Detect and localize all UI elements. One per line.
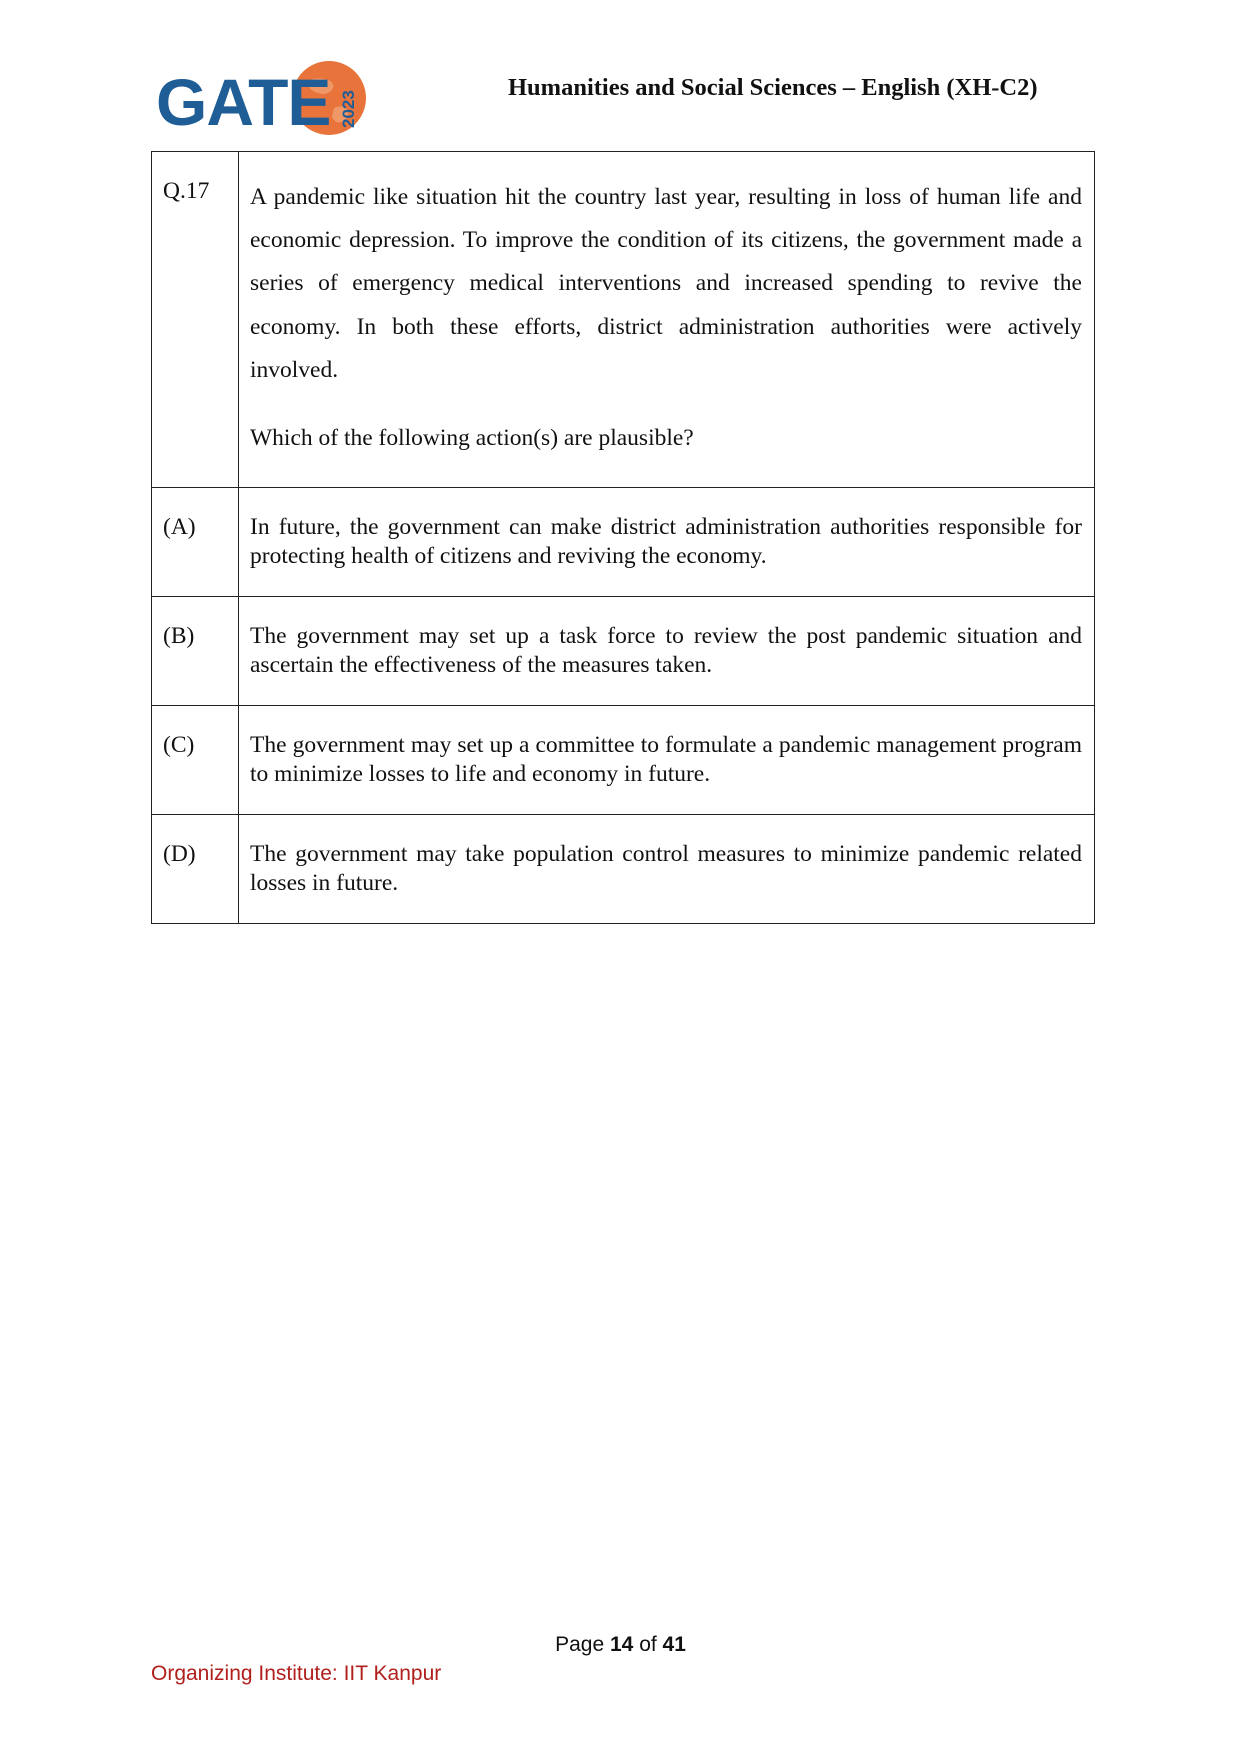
option-label: (C) (152, 706, 239, 815)
question-stem (239, 152, 1095, 488)
option-row-b (152, 597, 1095, 706)
page-number (0, 1633, 1241, 1657)
question-number: Q.17 (152, 152, 239, 488)
question-row (152, 152, 1095, 488)
option-row-d (152, 815, 1095, 924)
logo-text: GATE (156, 65, 331, 139)
option-text: The government may take population control measures to minimize pandemic related losses in future. (239, 815, 1095, 924)
option-label: (A) (152, 488, 239, 597)
option-text: The government may set up a committee to formulate a pandemic management program to minimize losses to life and economy in future. (239, 706, 1095, 815)
page-total: 41 (662, 1633, 686, 1656)
page-word: Page (555, 1633, 605, 1656)
option-label: (B) (152, 597, 239, 706)
organizing-institute: Organizing Institute: IIT Kanpur (151, 1662, 442, 1685)
gate-2023-logo (156, 60, 366, 140)
question-prompt: Which of the following action(s) are plausible? (250, 425, 694, 452)
option-row-a (152, 488, 1095, 597)
option-text: The government may set up a task force to review the post pandemic situation and ascertain the effectiveness of the measures taken. (239, 597, 1095, 706)
page-of: of (639, 1633, 657, 1656)
page-header-title: Humanities and Social Sciences – English (XH-C2) (508, 74, 1038, 101)
option-row-c (152, 706, 1095, 815)
option-label: (D) (152, 815, 239, 924)
stem-paragraph: A pandemic like situation hit the country last year, resulting in loss of human life and economic depression. To improve the condition of its citizens, the government made a series of emergency medical interventions and increased spending to revive the economy. In both these efforts, district administration authorities were actively involved. (250, 184, 1082, 383)
page-current: 14 (609, 1633, 634, 1656)
logo-year: 2023 (339, 90, 358, 128)
question-table (151, 151, 1095, 924)
option-text: In future, the government can make district administration authorities responsible for protecting health of citizens and reviving the economy. (239, 488, 1095, 597)
